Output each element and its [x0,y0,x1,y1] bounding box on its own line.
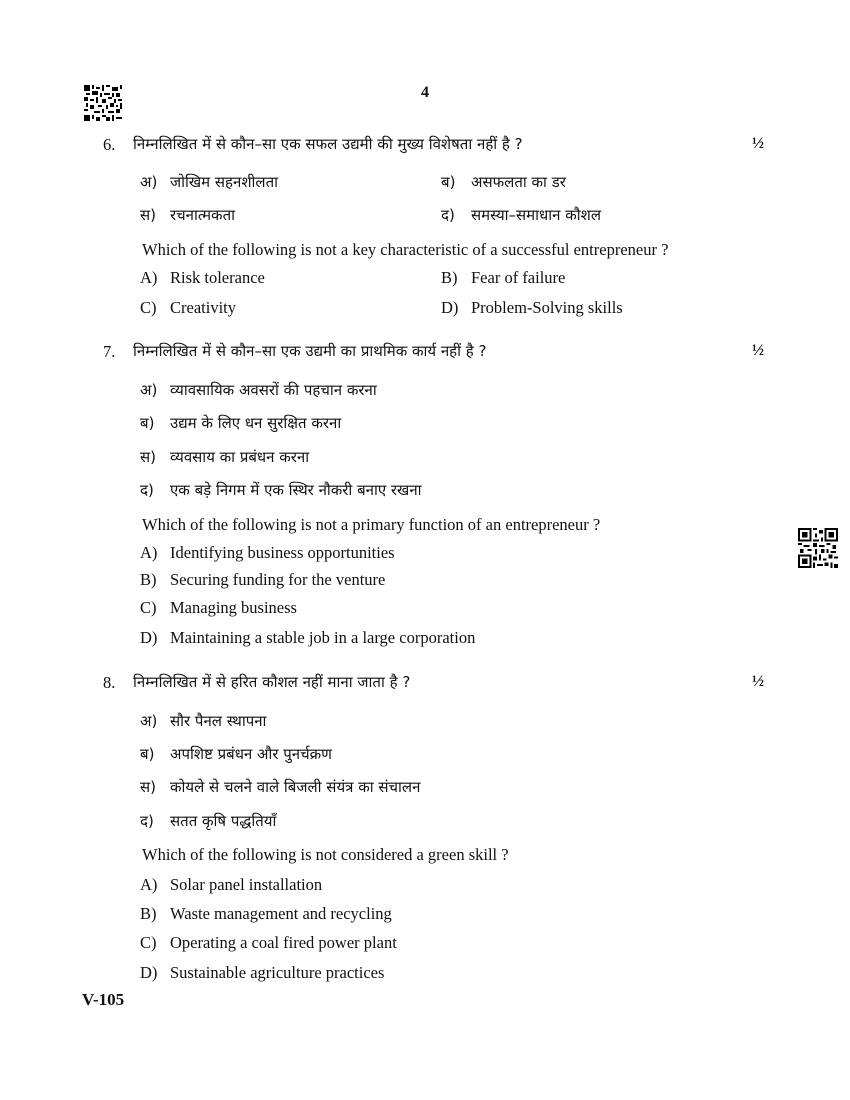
question-8-english: Which of the following is not considered a green skill ? [142,845,509,864]
question-7-english: Which of the following is not a primary function of an entrepreneur ? [142,515,601,534]
question-8-hindi-option-d: द) सतत कृषि पद्धतियाँ [140,812,277,830]
question-6-english-option-d: D) Problem-Solving skills [441,298,623,317]
question-8-hindi-option-b: ब) अपशिष्ट प्रबंधन और पुनर्चक्रण [140,745,332,763]
question-7-hindi-option-a: अ) व्यावसायिक अवसरों की पहचान करना [140,381,377,399]
question-7-hindi: निम्नलिखित में से कौन–सा एक उद्यमी का प्राथमिक कार्य नहीं है ? [133,342,487,360]
question-8-hindi: निम्नलिखित में से हरित कौशल नहीं माना जाता है ? [133,673,411,691]
question-6-hindi: निम्नलिखित में से कौन–सा एक सफल उद्यमी की मुख्य विशेषता नहीं है ? [133,135,523,153]
question-8-english-option-a: A) Solar panel installation [140,875,323,894]
question-8-english-option-d: D) Sustainable agriculture practices [140,963,385,982]
question-6-number: 6. [103,135,116,154]
question-6-english: Which of the following is not a key characteristic of a successful entrepreneur ? [142,240,669,259]
question-6-marks: ½ [752,135,764,152]
question-7-marks: ½ [752,342,764,359]
question-7-number: 7. [103,342,116,361]
question-6-english-option-a: A) Risk tolerance [140,268,265,287]
question-7-english-option-d: D) Maintaining a stable job in a large corporation [140,628,476,647]
question-8-marks: ½ [752,673,764,690]
question-7-english-option-a: A) Identifying business opportunities [140,543,395,562]
question-8-hindi-option-c: स) कोयले से चलने वाले बिजली संयंत्र का संचालन [140,778,421,796]
page-number: 4 [421,84,429,101]
question-6-hindi-option-d: द) समस्या–समाधान कौशल [441,206,602,224]
qr-code-side-icon [798,528,838,568]
question-7-hindi-option-c: स) व्यवसाय का प्रबंधन करना [140,448,310,466]
question-8-hindi-option-a: अ) सौर पैनल स्थापना [140,712,267,730]
question-6-hindi-option-b: ब) असफलता का डर [441,173,566,191]
paper-code: V-105 [82,990,125,1009]
question-8-number: 8. [103,673,116,692]
question-7-english-option-c: C) Managing business [140,598,297,617]
question-8-english-option-b: B) Waste management and recycling [140,904,392,923]
question-6-hindi-option-a: अ) जोखिम सहनशीलता [140,173,279,191]
question-6-english-option-b: B) Fear of failure [441,268,566,287]
question-7-english-option-b: B) Securing funding for the venture [140,570,386,589]
question-7-hindi-option-d: द) एक बड़े निगम में एक स्थिर नौकरी बनाए रखना [140,481,422,499]
question-6-hindi-option-c: स) रचनात्मकता [140,206,236,224]
question-8-english-option-c: C) Operating a coal fired power plant [140,933,397,952]
question-7-hindi-option-b: ब) उद्यम के लिए धन सुरक्षित करना [140,414,342,432]
question-6-english-option-c: C) Creativity [140,298,236,317]
